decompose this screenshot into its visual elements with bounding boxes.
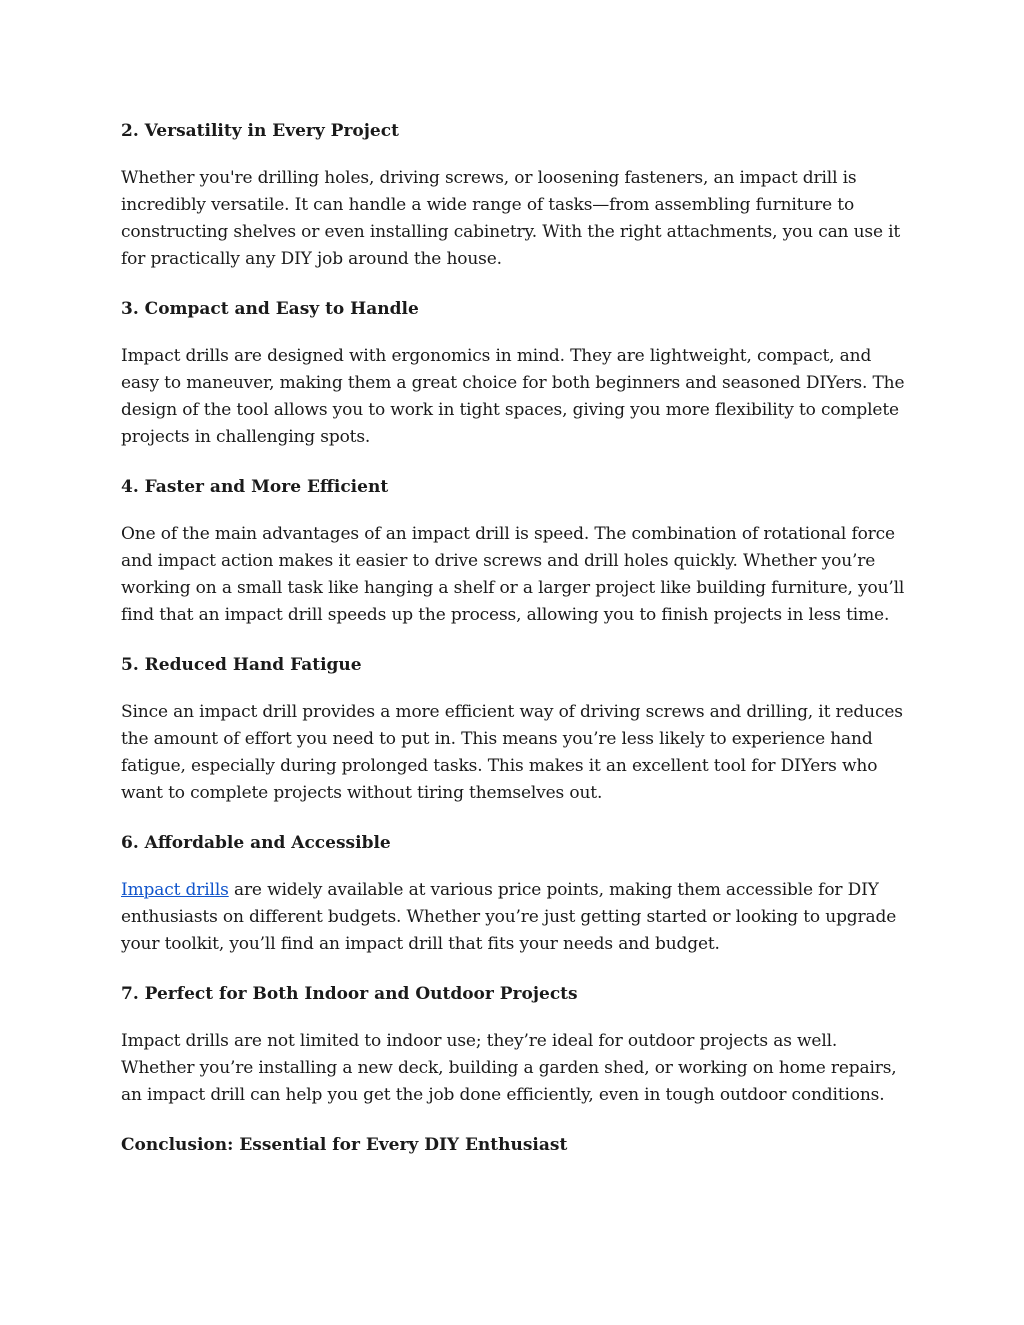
section-heading-faster: 4. Faster and More Efficient (121, 477, 389, 497)
section-body-affordable (121, 877, 906, 958)
section-heading-compact: 3. Compact and Easy to Handle (121, 299, 419, 319)
section-heading-affordable: 6. Affordable and Accessible (121, 833, 391, 853)
section-heading-versatility: 2. Versatility in Every Project (121, 121, 399, 141)
section-body-versatility: Whether you're drilling holes, driving screws, or loosening fasteners, an impact drill is incredibly versatile. It can handle a wide range of tasks—from assembling furniture to constructing shelves or even installing cabinetry. With the right attachments, you can use it for practically any DIY job around the house. (121, 168, 901, 269)
section-heading-fatigue: 5. Reduced Hand Fatigue (121, 655, 362, 675)
section-heading-indoor-outdoor: 7. Perfect for Both Indoor and Outdoor Projects (121, 984, 578, 1004)
section-heading-conclusion: Conclusion: Essential for Every DIY Enthusiast (121, 1135, 568, 1155)
section-body-fatigue: Since an impact drill provides a more efficient way of driving screws and drilling, it reduces the amount of effort you need to put in. This means you’re less likely to experience hand fatigue, especially during prolonged tasks. This makes it an excellent tool for DIYers who want to complete projects without tiring themselves out. (121, 702, 903, 803)
document-page (121, 118, 906, 1179)
section-body-faster: One of the main advantages of an impact drill is speed. The combination of rotational force and impact action makes it easier to drive screws and drill holes quickly. Whether you’re working on a small task like hanging a shelf or a larger project like building furniture, you’ll find that an impact drill speeds up the process, allowing you to finish projects in less time. (121, 524, 905, 625)
impact-drills-link[interactable]: Impact drills (121, 880, 229, 900)
section-body-compact: Impact drills are designed with ergonomics in mind. They are lightweight, compact, and easy to maneuver, making them a great choice for both beginners and seasoned DIYers. The design of the tool allows you to work in tight spaces, giving you more flexibility to complete projects in challenging spots. (121, 346, 905, 447)
section-body-affordable-text: are widely available at various price points, making them accessible for DIY enthusiasts on different budgets. Whether you’re just getting started or looking to upgrade your toolkit, you’ll find an impact drill that fits your needs and budget. (121, 880, 897, 954)
section-body-indoor-outdoor: Impact drills are not limited to indoor use; they’re ideal for outdoor projects as well. Whether you’re installing a new deck, building a garden shed, or working on home repairs, an impact drill can help you get the job done efficiently, even in tough outdoor conditions. (121, 1031, 897, 1105)
